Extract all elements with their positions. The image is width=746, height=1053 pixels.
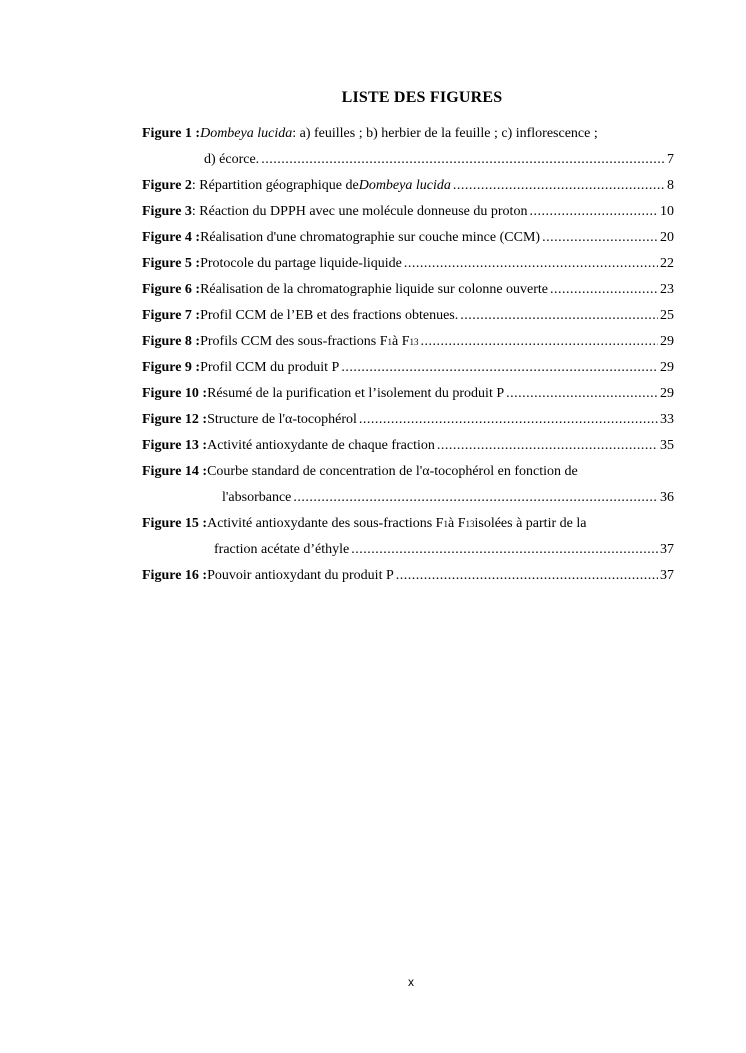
figure-entry-7: [142, 306, 674, 332]
page-title: LISTE DES FIGURES: [341, 89, 503, 106]
page-number: 35: [660, 438, 674, 453]
entry-line: [142, 436, 674, 462]
page-number: 23: [660, 282, 674, 297]
figure-caption: Profils CCM des sous-fractions F: [200, 334, 388, 349]
entry-line: [142, 306, 674, 332]
dot-leader: [293, 488, 658, 508]
page-number: 22: [660, 256, 674, 271]
figure-entry-16: [142, 566, 674, 592]
figure-caption: à F: [392, 334, 410, 349]
entry-line: Figure 8 : Profils CCM des sous-fractions F 1 à F 13 ..... 29: [142, 332, 674, 358]
dot-leader: [396, 566, 658, 586]
figure-entry-8: [142, 332, 674, 358]
entry-line: [142, 228, 674, 254]
figure-caption: Réalisation d'une chromatographie sur couche mince (CCM): [200, 230, 541, 245]
entry-line: Figure 15 : Activité antioxydante des sous-fractions F 1 à F 13 isolées à partir de la: [142, 514, 674, 540]
entry-line: [142, 280, 674, 306]
page-number: 37: [660, 568, 674, 583]
dot-leader: [341, 358, 658, 378]
figure-caption: Résumé de la purification et l’isolement du produit P: [207, 386, 505, 401]
figure-entry-5: [142, 254, 674, 280]
figure-entry-13: [142, 436, 674, 462]
entry-line: [142, 540, 674, 566]
figure-entry-9: [142, 358, 674, 384]
figure-entry-15: [142, 514, 674, 566]
figure-label: Figure 13 :: [142, 438, 208, 453]
page-number: 29: [660, 334, 674, 349]
figure-caption: Courbe standard de concentration de l'α-tocophérol en fonction de: [207, 464, 578, 479]
figure-entry-4: [142, 228, 674, 254]
figure-label: Figure 12 :: [142, 412, 208, 427]
entry-line: [142, 176, 674, 202]
figure-entry-2: [142, 176, 674, 202]
entry-line: [142, 488, 674, 514]
page-number: 10: [660, 204, 674, 219]
figure-caption-continued: l'absorbance: [222, 490, 292, 505]
entry-line: [142, 384, 674, 410]
dot-leader: [359, 410, 658, 430]
figure-caption: Pouvoir antioxydant du produit P: [207, 568, 394, 583]
page-number: 36: [660, 490, 674, 505]
entry-line: [142, 566, 674, 592]
figure-label: Figure 9 :: [142, 360, 201, 375]
page-number: 8: [667, 178, 674, 193]
dot-leader: [437, 436, 658, 456]
dot-leader: [542, 228, 658, 248]
page-number: 33: [660, 412, 674, 427]
figure-label: Figure 8 :: [142, 334, 201, 349]
figure-label: Figure 3: [142, 204, 192, 219]
entry-line: [142, 462, 674, 488]
entry-line: [142, 124, 674, 150]
figure-caption: Protocole du partage liquide-liquide: [200, 256, 402, 271]
figure-caption: isolées à partir de la: [474, 516, 587, 531]
entry-line: [142, 254, 674, 280]
dot-leader: [261, 150, 665, 170]
figure-caption: Réalisation de la chromatographie liquide sur colonne ouverte: [200, 282, 549, 297]
figure-label: Figure 15 :: [142, 516, 208, 531]
figure-label: Figure 2: [142, 178, 192, 193]
figure-entry-1: [142, 124, 674, 176]
figure-entry-10: [142, 384, 674, 410]
page-number: 29: [660, 360, 674, 375]
page-footer-number: x: [408, 975, 414, 989]
entry-line: [142, 358, 674, 384]
figure-label: Figure 1 :: [142, 126, 201, 141]
dot-leader: [506, 384, 658, 404]
figure-caption: Profil CCM du produit P: [200, 360, 340, 375]
page-number: 29: [660, 386, 674, 401]
figure-caption: : Répartition géographique de: [191, 178, 359, 193]
figure-caption: : Réaction du DPPH avec une molécule donneuse du proton: [191, 204, 528, 219]
figure-caption-continued: fraction acétate d’éthyle: [214, 542, 350, 557]
dot-leader: [550, 280, 658, 300]
dot-leader: [404, 254, 658, 274]
species-name: Dombeya lucida: [200, 126, 293, 141]
figure-caption: Structure de l'α-tocophérol: [207, 412, 357, 427]
figure-label: Figure 4 :: [142, 230, 201, 245]
page-number: 25: [660, 308, 674, 323]
page-number: 7: [667, 152, 674, 167]
figure-label: Figure 6 :: [142, 282, 201, 297]
entry-line: [142, 410, 674, 436]
page-number: 20: [660, 230, 674, 245]
dot-leader: [460, 306, 658, 326]
figure-caption: : a) feuilles ; b) herbier de la feuille ; c) inflorescence ;: [292, 126, 598, 141]
figure-label: Figure 14 :: [142, 464, 208, 479]
figure-entry-6: [142, 280, 674, 306]
figure-caption: à F: [447, 516, 466, 531]
entry-line: [142, 202, 674, 228]
figure-entry-12: [142, 410, 674, 436]
page-number: 37: [660, 542, 674, 557]
figure-label: Figure 7 :: [142, 308, 201, 323]
figure-label: Figure 16 :: [142, 568, 208, 583]
figure-entry-14: [142, 462, 674, 514]
species-name: Dombeya lucida: [358, 178, 451, 193]
figure-caption: Activité antioxydante de chaque fraction: [207, 438, 435, 453]
figure-label: Figure 5 :: [142, 256, 201, 271]
figure-caption: Profil CCM de l’EB et des fractions obtenues.: [200, 308, 459, 323]
figure-list: [142, 124, 674, 592]
figure-caption-continued: d) écorce.: [204, 152, 260, 167]
dot-leader: [453, 176, 665, 196]
dot-leader: [351, 540, 658, 560]
figure-entry-3: [142, 202, 674, 228]
figure-label: Figure 10 :: [142, 386, 208, 401]
dot-leader: [421, 332, 658, 352]
figure-caption: Activité antioxydante des sous-fractions F: [207, 516, 444, 531]
entry-line: [142, 150, 674, 176]
dot-leader: [529, 202, 658, 222]
